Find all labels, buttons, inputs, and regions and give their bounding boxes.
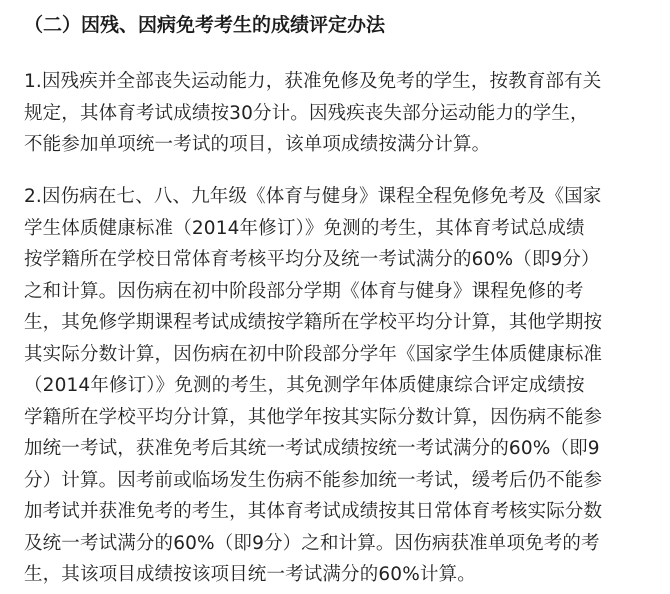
paragraph-2-line: 按学籍所在学校日常体育考核平均分及统一考试满分的60%（即9分） <box>24 249 600 270</box>
paragraph-2-line: 之和计算。因伤病在初中阶段部分学期《体育与健身》课程免修的考 <box>24 280 584 302</box>
paragraph-2-line: 2.因伤病在七、八、九年级《体育与健身》课程全程免修免考及《国家 <box>24 186 602 207</box>
paragraph-2-line: 生，其该项目成绩按该项目统一考试满分的60%计算。 <box>24 564 476 585</box>
paragraph-1-line: 不能参加单项统一考试的项目，该单项成绩按满分计算。 <box>24 134 491 155</box>
paragraph-1-line: 1.因残疾并全部丧失运动能力，获准免修及免考的学生，按教育部有关 <box>24 71 602 92</box>
paragraph-2-line: 加统一考试，获准免考后其统一考试成绩按统一考试满分的60%（即9 <box>24 438 600 459</box>
paragraph-2-line: 其实际分数计算，因伤病在初中阶段部分学年《国家学生体质健康标准 <box>24 343 603 365</box>
paragraph-2-line: 生，其免修学期课程考试成绩按学籍所在学校平均分计算，其他学期按 <box>24 312 603 333</box>
paragraph-2-line: 学生体质健康标准（2014年修订）》免测的考生，其体育考试总成绩 <box>24 217 585 239</box>
paragraph-2-line: 及统一考试满分的60%（即9分）之和计算。因伤病获准单项免考的考 <box>24 532 600 554</box>
paragraph-2 <box>24 181 648 591</box>
paragraph-1 <box>24 66 648 161</box>
section-heading: （二）因残、因病免考考生的成绩评定办法 <box>24 14 386 36</box>
paragraph-2-line: 分）计算。因考前或临场发生伤病不能参加统一考试，缓考后仍不能参 <box>24 469 603 491</box>
paragraph-2-line: 加考试并获准免考的考生，其体育考试成绩按其日常体育考核实际分数 <box>24 501 603 522</box>
paragraph-2-line: 学籍所在学校平均分计算，其他学年按其实际分数计算，因伤病不能参 <box>24 406 603 428</box>
paragraph-1-line: 规定，其体育考试成绩按30分计。因残疾丧失部分运动能力的学生， <box>24 102 589 124</box>
paragraph-2-line: （2014年修订）》免测的考生，其免测学年体质健康综合评定成绩按 <box>24 375 585 396</box>
